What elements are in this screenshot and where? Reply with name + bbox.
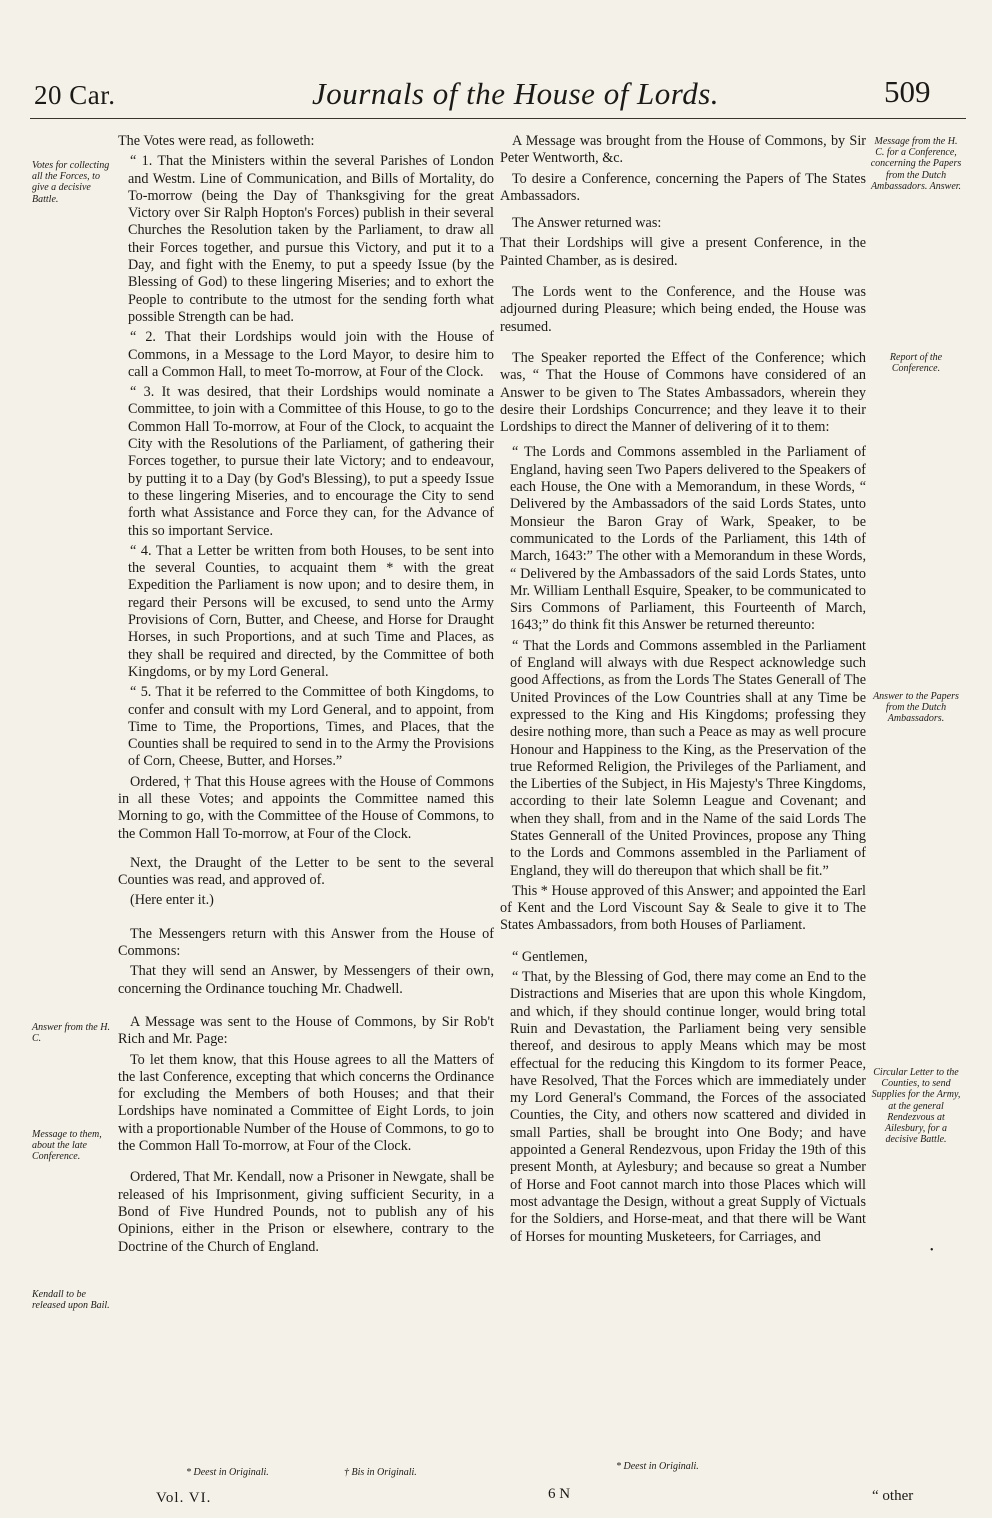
paragraph: The Speaker reported the Effect of the Conference; which was, “ That the House of Commons have considered of an Answer to be given to The States Ambassadors, wherein they desire their Lordships Concurrence; and they leave it to their Lordships to direct the Manner of delivering of it to them:	[500, 349, 866, 436]
right-column	[500, 133, 866, 1249]
margin-note-report: Report of the Conference.	[889, 352, 943, 375]
header-rule	[30, 118, 966, 119]
volume-label: Vol. VI.	[156, 1490, 212, 1506]
paragraph: “ 5. That it be referred to the Committee of both Kingdoms, to confer and consult with my Lord General, and to appoint, from Time to Time, the Proportions, Times, and Places, that the Counties shall be required to send in to the Army the Provisions of Corn, Cheese, Butter, and Horses.”	[128, 684, 494, 770]
paragraph: The Messengers return with this Answer from the House of Commons:	[118, 925, 494, 960]
paragraph: A Message was sent to the House of Commons, by Sir Rob't Rich and Mr. Page:	[118, 1013, 494, 1048]
paragraph: The Lords went to the Conference, and the House was adjourned during Pleasure; which being ended, the House was resumed.	[500, 284, 866, 335]
paragraph: A Message was brought from the House of Commons, by Sir Peter Wentworth, &c.	[500, 133, 866, 167]
margin-note-circular: Circular Letter to the Counties, to send Supplies for the Army, at the general Rendezvous at Ailesbury, for a decisive Battle.	[871, 1067, 961, 1146]
paragraph: “ 2. That their Lordships would join with the House of Commons, in a Message to the Lord Mayor, to desire him to call a Common Hall, to meet To-morrow, at Four of the Clock.	[128, 329, 494, 380]
footnote: * Deest in Originali.	[186, 1467, 269, 1478]
page-title: Journals of the House of Lords.	[312, 76, 720, 111]
paragraph: “ Gentlemen,	[512, 948, 588, 965]
left-column	[118, 133, 494, 1259]
paragraph: “ 3. It was desired, that their Lordships would nominate a Committee, to join with a Committee of this House, to go to the Common Hall To-morrow, at Four of the Clock, to acquaint the City with the Resolutions of the Parliament, of gathering their Forces together, to pursue their late Victory; and to endeavour, by putting it to a Day (by God's Blessing), to put a speedy Issue to these lingering Miseries, and to encourage the City to send forth what Assistance and Force they can, for the Advance of this so important Service.	[128, 384, 494, 539]
margin-note-answer-papers: Answer to the Papers from the Dutch Ambassadors.	[873, 691, 959, 725]
margin-note-answer: Answer from the H. C.	[32, 1022, 110, 1045]
paragraph: Ordered, That Mr. Kendall, now a Prisoner in Newgate, shall be released of his Imprisonment, giving sufficient Security, in a Bond of Five Hundred Pounds, not to publish any of his Opinions, either in the Prison or elsewhere, contrary to the Doctrine of the Church of England.	[118, 1169, 494, 1255]
margin-note-message: Message to them, about the late Conference.	[32, 1129, 102, 1163]
margin-note-message-from: Message from the H. C. for a Conference, concerning the Papers from the Dutch Ambassadors. Answer.	[870, 136, 962, 192]
paragraph: To let them know, that this House agrees to all the Matters of the last Conference, excepting that which concerns the Ordinance for excluding the Members of both Houses; and that their Lordships have nominated a Committee of Eight Lords, to join with a proportionable Number of the House of Commons, to go to the Common Hall To-morrow, at Four of the Clock.	[118, 1051, 494, 1155]
margin-note-votes: Votes for collecting all the Forces, to give a decisive Battle.	[32, 160, 110, 205]
paragraph: “ That the Lords and Commons assembled in the Parliament of England will always with due Respect acknowledge such good Affections, as from the Lords The States Generall of The United Provinces of the Low Countries shall at any Time be expressed to the King and His Kingdoms; professing they desire nothing more, than such a Peace as may as well procure Honour and Happiness to the King, as the Preservation of the true Reformed Religion, the Privileges of the Parliament, and the Liberties of the Subject, in His Majesty's Three Kingdoms, according to their late Solemn League and Covenant; and when they shall, from and in the Name of the said Lords The States Gennerall of the United Provinces, propose any Thing to the Lords and Commons assembled in the Parliament of England, they will do thereupon that which shall be fit.”	[510, 637, 866, 879]
signature-mark: 6 N	[548, 1486, 571, 1502]
printer-mark-icon: •	[930, 1245, 934, 1256]
paragraph: To desire a Conference, concerning the Papers of The States Ambassadors.	[500, 170, 866, 204]
paragraph: Ordered, † That this House agrees with the House of Commons in all these Votes; and appoints the Committee named this Morning to go, with the Committee of the House of Commons, to the Common Hall To-morrow, at Four of the Clock.	[118, 773, 494, 842]
footnote: † Bis in Originali.	[344, 1467, 417, 1478]
paragraph: That their Lordships will give a present Conference, in the Painted Chamber, as is desired.	[500, 235, 866, 269]
margin-note-kendall: Kendall to be released upon Bail.	[32, 1289, 110, 1312]
footnote: * Deest in Originali.	[616, 1461, 699, 1472]
paragraph: “ 1. That the Ministers within the several Parishes of London and Westm. Line of Communication, and Bills of Mortality, do To-morrow (being the Day of Thanksgiving for the great Victory over Sir Ralph Hopton's Forces) publish in their several Churches the Resolution taken by the Parliament, to draw all their Forces together, and pursue this Victory, and put it to a Day, and fight with the Enemy, to put a speedy Issue (by the Blessing of God) to these lingering Miseries; and to exhort the People to contribute to the utmost for the sending forth what possible Strength can be had.	[128, 153, 494, 325]
paragraph: Next, the Draught of the Letter to be sent to the several Counties was read, and approved of.	[118, 854, 494, 889]
page-number: 509	[884, 74, 931, 109]
catchword: “ other	[872, 1488, 914, 1504]
paragraph: This * House approved of this Answer; and appointed the Earl of Kent and the Lord Viscount Say & Seale to give it to The States Ambassadors, from both Houses of Parliament.	[500, 882, 866, 934]
paragraph: “ The Lords and Commons assembled in the Parliament of England, having seen Two Papers delivered to the Speakers of each House, the One with a Memorandum, in these Words, “ Delivered by the Ambassadors of the said Lords States, unto Monsieur the Baron Gray of Wark, Speaker, to be communicated to the Lords of the Parliament, this 14th of March, 1643:” The other with a Memorandum in these Words, “ Delivered by the Ambassadors of the said Lords States, unto Mr. William Lenthall Esquire, Speaker, to be communicated to Sirs Commons of Parliament, this Fourteenth of March, 1643;” do think fit this Answer be returned thereunto:	[510, 444, 866, 634]
paragraph: The Votes were read, as followeth:	[118, 133, 315, 149]
header-regnal-year: 20 Car.	[34, 80, 116, 110]
paragraph: “ 4. That a Letter be written from both Houses, to be sent into the several Counties, to acquaint them * with the great Expedition the Parliament is now upon; and to desire them, in regard their Persons will be excused, to send unto the Army Provisions of Corn, Butter, and Cheese, and Horse for Draught Horses, in such Proportions, and at such Time and Places, as they shall be required and directed, by the Committee of both Kingdoms, or by my Lord General.	[128, 542, 494, 680]
paragraph: (Here enter it.)	[130, 892, 214, 909]
paragraph: The Answer returned was:	[512, 215, 662, 232]
paragraph: That they will send an Answer, by Messengers of their own, concerning the Ordinance touching Mr. Chadwell.	[118, 963, 494, 997]
paragraph: “ That, by the Blessing of God, there may come an End to the Distractions and Miseries that are upon this whole Kingdom, and which, if they should continue longer, would bring total Ruin and Devastation, the Parliament being very sensible thereof, and desirous to apply Means which may be most effectual for the reducing this Kingdom to its former Peace, have Resolved, That the Forces which are immediately under my Lord General's Command, the Forces of the associated Counties, the City, and others now scattered and divided in small Parties, shall be brought into One Body; and have appointed a General Rendezvous, upon Friday the 19th of this present Month, at Aylesbury; and because so great a Number of Horse and Foot cannot march into those Places which will most advantage the Design, without a great Supply of Victuals for the Soldiers, and Horse-meat, and that there will be Want of Horses for mounting Musketeers, for Carriages, and	[510, 969, 866, 1245]
